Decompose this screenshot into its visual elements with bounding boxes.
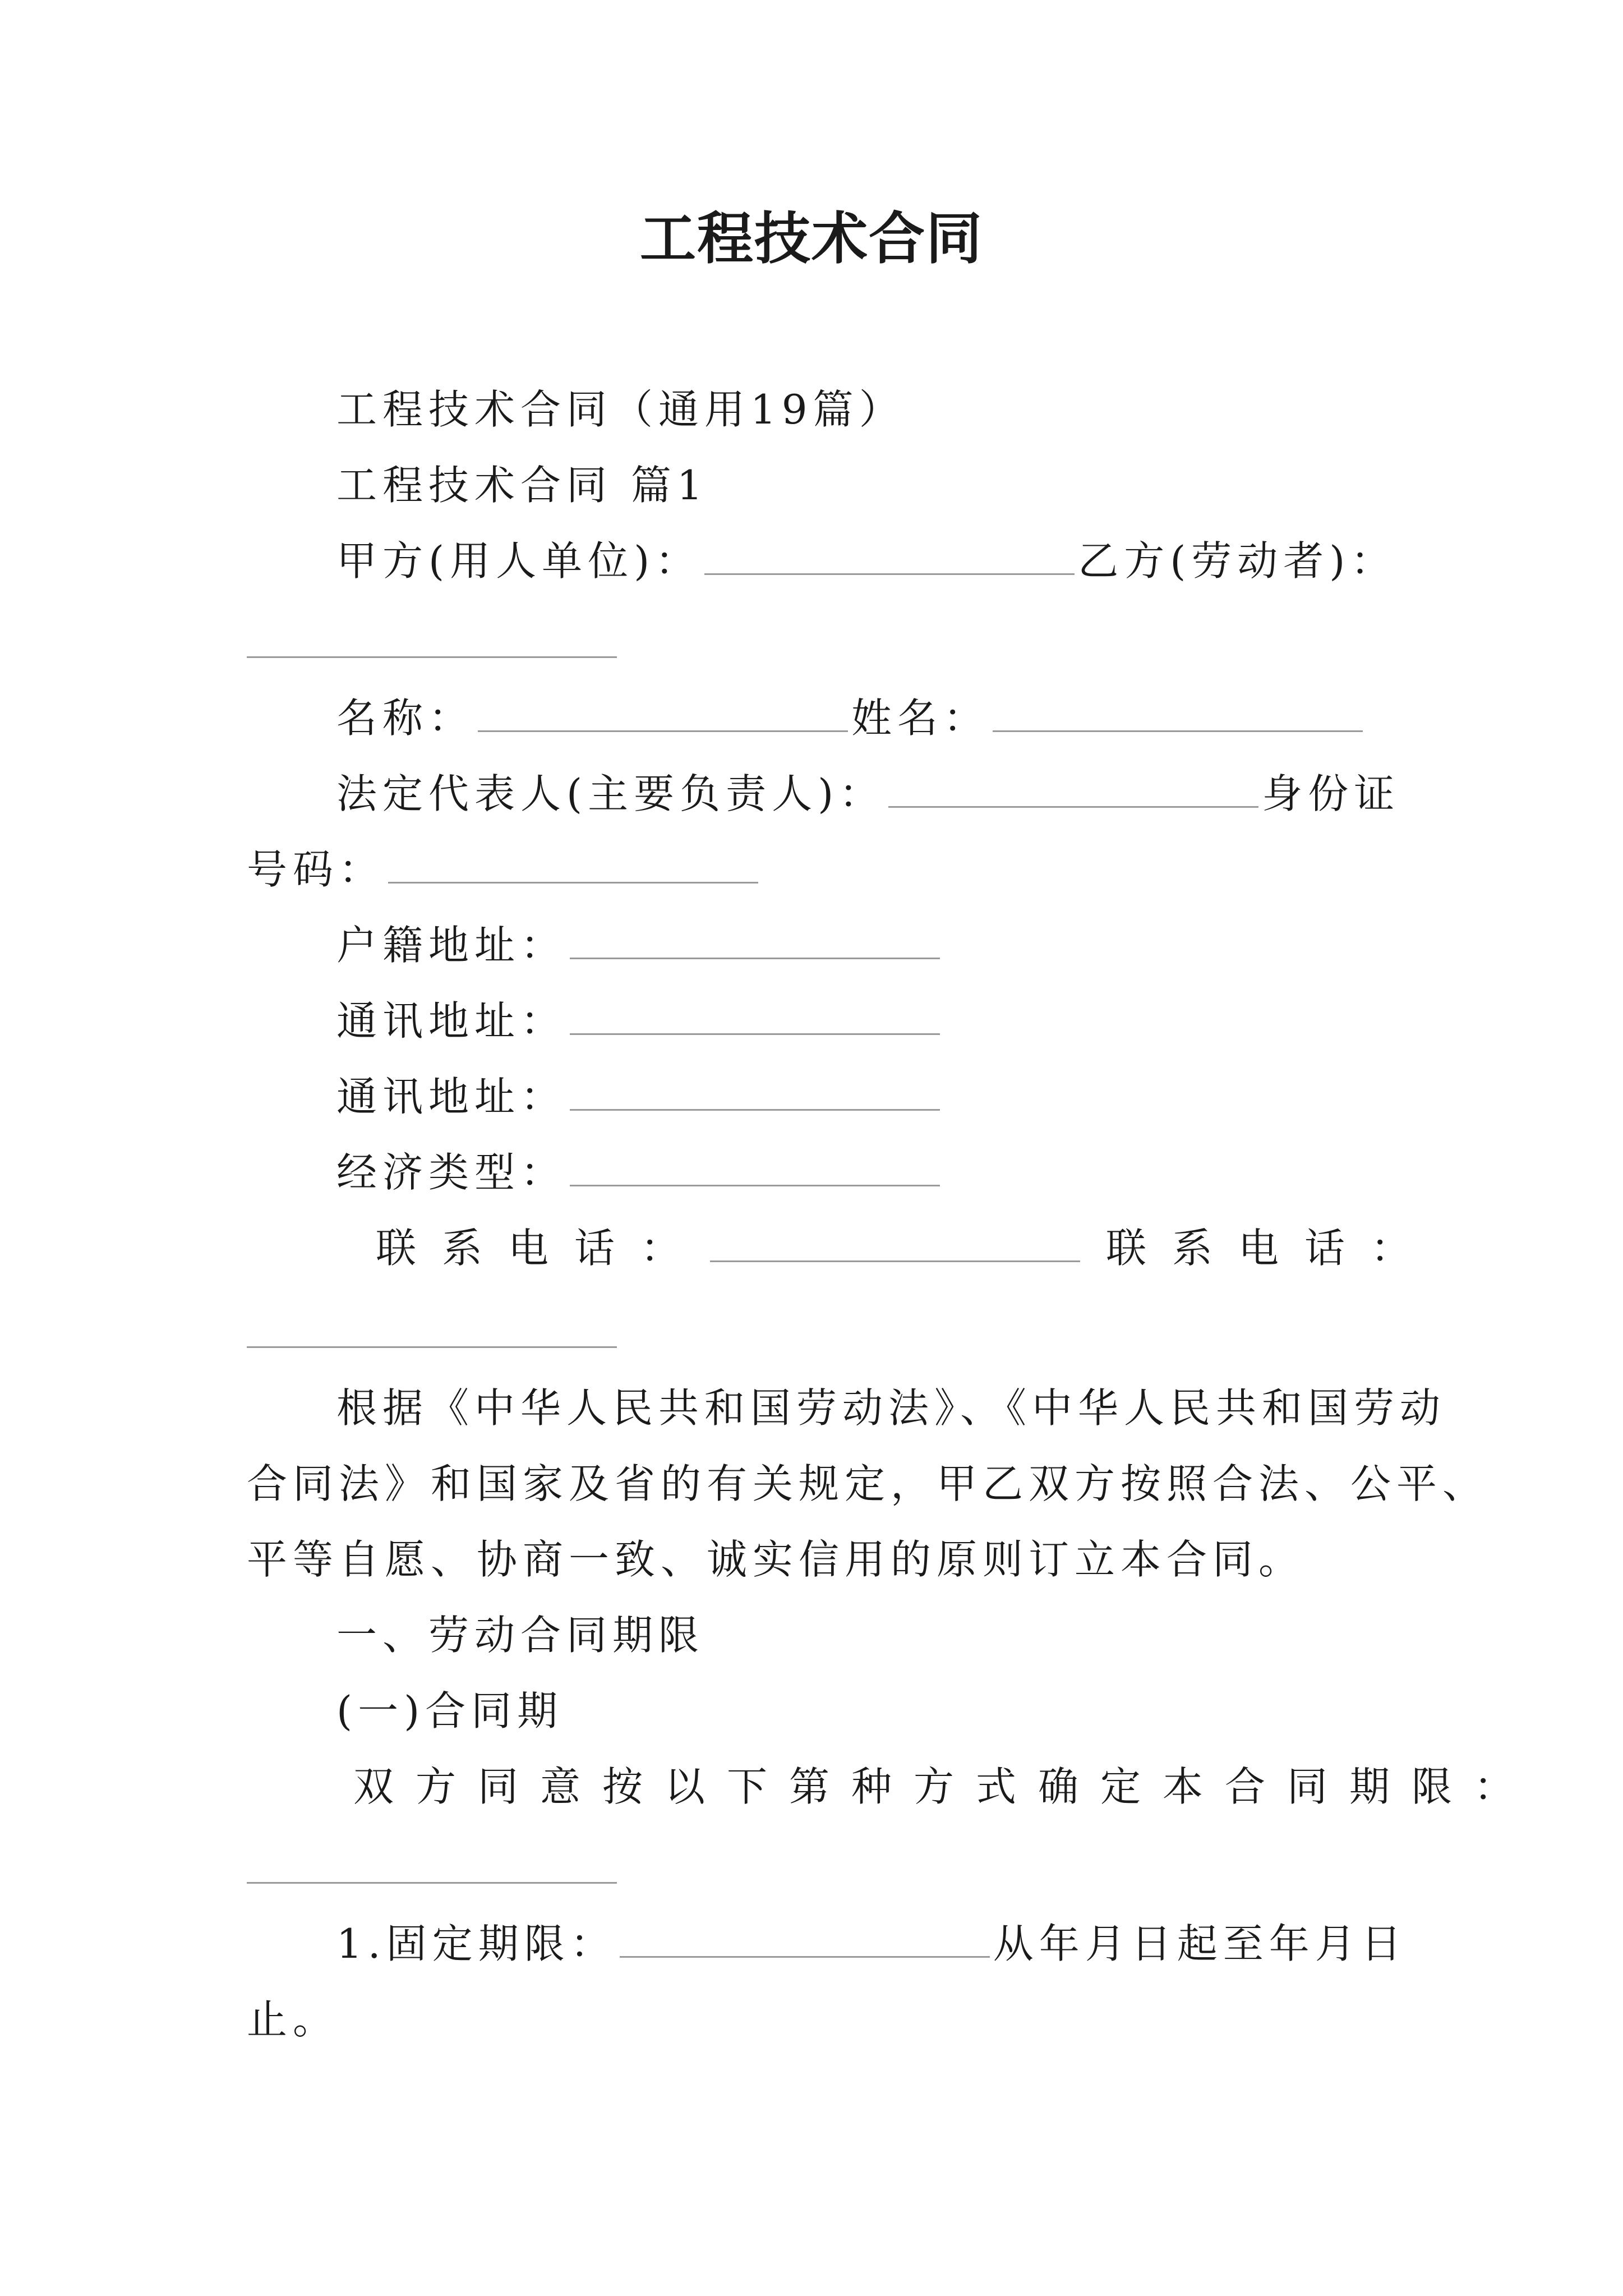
legal-rep-blank xyxy=(888,804,1258,808)
section-heading: 工程技术合同 篇1 xyxy=(336,462,708,509)
fixed-term-rest: 从年月日起至年月日 xyxy=(993,1920,1407,1967)
name-label: 名称： xyxy=(336,694,475,742)
id-label-part2: 号码： xyxy=(247,846,385,893)
mailing-address-label-1: 通讯地址： xyxy=(336,997,567,1045)
heading-contract-term: 一、劳动合同期限 xyxy=(336,1612,705,1659)
term-sentence-line xyxy=(353,1759,1536,1815)
fixed-term-blank xyxy=(620,1954,990,1958)
fixed-term-label: 1.固定期限： xyxy=(336,1920,616,1967)
term-type-blank xyxy=(247,1882,617,1884)
person-name-label: 姓名： xyxy=(851,694,990,742)
household-address-label: 户籍地址： xyxy=(336,922,567,969)
name-line xyxy=(336,690,1366,746)
economic-type-line xyxy=(336,1144,943,1200)
mailing-address-blank-2 xyxy=(570,1107,940,1111)
party-a-blank xyxy=(704,571,1075,575)
id-number-blank xyxy=(388,880,758,884)
fixed-term-line xyxy=(336,1916,1407,1972)
id-label-part1: 身份证 xyxy=(1262,770,1400,817)
party-b-label: 乙方(劳动者)： xyxy=(1078,537,1397,585)
document-subtitle: 工程技术合同（通用19篇） xyxy=(336,386,905,433)
term-sentence: 双方同意按以下第种方式确定本合同期限： xyxy=(353,1763,1537,1810)
paragraph-line: 根据《中华人民共和国劳动法》、《中华人民共和国劳动 xyxy=(336,1384,1446,1432)
party-line xyxy=(336,533,1396,589)
mailing-address-line-2 xyxy=(336,1069,943,1125)
paragraph-line: 合同法》和国家及省的有关规定，甲乙双方按照合法、公平、 xyxy=(247,1460,1489,1507)
household-address-line xyxy=(336,917,943,973)
document-title: 工程技术合同 xyxy=(640,205,983,272)
mailing-address-label-2: 通讯地址： xyxy=(336,1073,567,1120)
fixed-term-end: 止。 xyxy=(247,1996,339,2043)
heading-contract-period: (一)合同期 xyxy=(336,1687,564,1734)
economic-type-label: 经济类型： xyxy=(336,1149,567,1196)
paragraph-line: 平等自愿、协商一致、诚实信用的原则订立本合同。 xyxy=(247,1536,1305,1583)
legal-rep-line xyxy=(336,766,1400,822)
economic-type-blank xyxy=(570,1182,940,1186)
mailing-address-blank-1 xyxy=(570,1031,940,1035)
name-blank xyxy=(478,728,848,732)
phone-blank-a xyxy=(710,1258,1080,1262)
household-address-blank xyxy=(570,955,940,959)
party-a-label: 甲方(用人单位)： xyxy=(336,537,702,585)
phone-label-a: 联系电话： xyxy=(376,1225,707,1272)
phone-blank-b xyxy=(247,1346,617,1348)
party-b-blank xyxy=(247,656,617,658)
mailing-address-line-1 xyxy=(336,993,943,1049)
person-name-blank xyxy=(993,728,1363,732)
phone-line xyxy=(376,1220,1437,1276)
phone-label-b: 联系电话： xyxy=(1106,1225,1437,1272)
id-number-line xyxy=(247,841,762,898)
legal-rep-label: 法定代表人(主要负责人)： xyxy=(336,770,886,817)
